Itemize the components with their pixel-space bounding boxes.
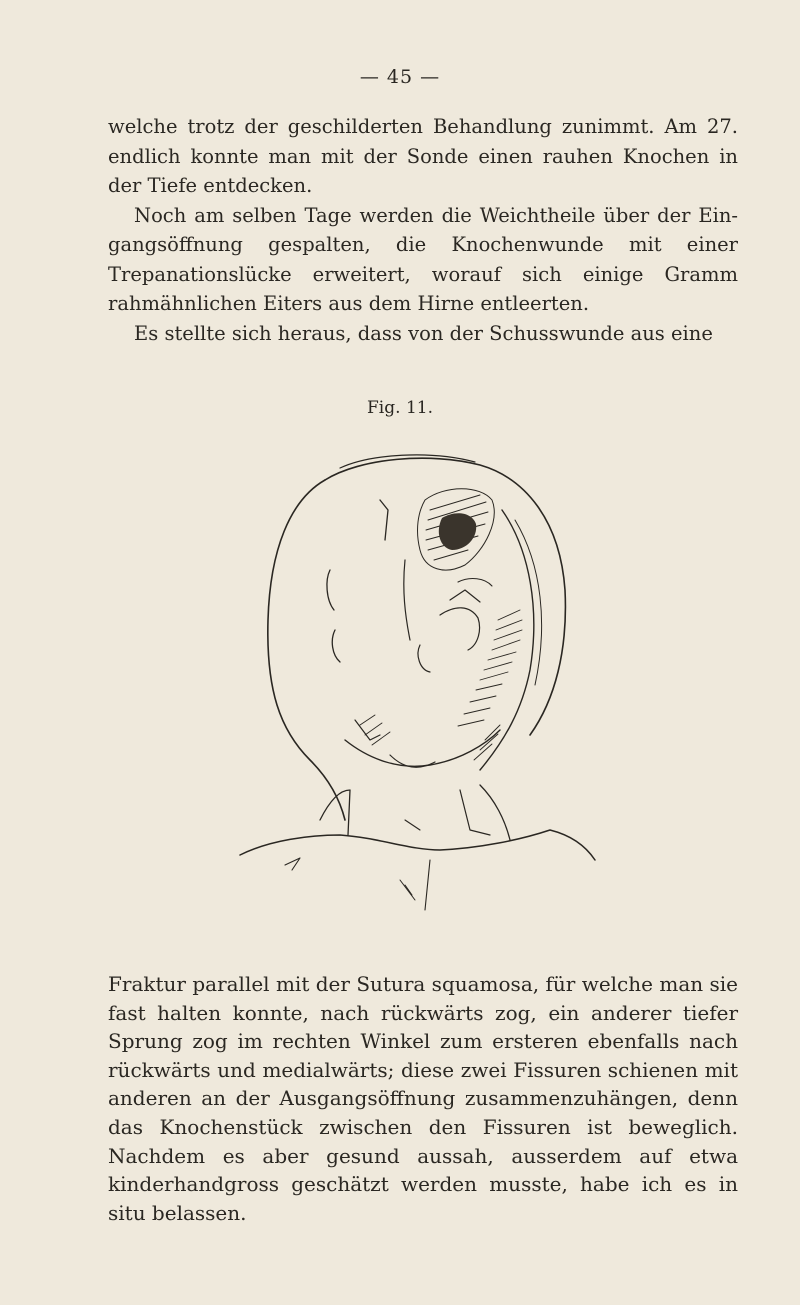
skull-drawing-icon: [230, 440, 600, 940]
text-block-top: [108, 112, 738, 348]
paragraph: Fraktur parallel mit der Sutura squamosa, für welche man sie fast halten konnte, nach rückwärts zog, ein anderer tiefer Sprung zog im rechten Winkel zum ersteren ebenfalls nach rückwärts und medialwärts; diese zwei Fissuren schienen mit anderen an der Ausgangsöffnung zusammenzuhängen, denn das Knochenstück zwischen den Fissuren ist beweglich. Nachdem es aber gesund aussah, ausserdem auf etwa kinderhandgross geschätzt werden musste, habe ich es in situ belassen.: [108, 972, 738, 1225]
paragraph: Es stellte sich heraus, dass von der Schusswunde aus eine: [134, 321, 713, 345]
paragraph: welche trotz der geschilderten Behandlung zunimmt. Am 27. endlich konnte man mit der Sonde einen rauhen Knochen in der Tiefe entdecken.: [108, 115, 738, 197]
paragraph: Noch am selben Tage werden die Weichtheile über der Eingangsöffnung gespalten, die Knochenwunde mit einer Trepanationslücke erweitert, worauf sich einige Gramm rahmähnlichen Eiters aus dem Hirne entleerten.: [108, 203, 738, 315]
figure-illustration: [230, 440, 600, 940]
page-number: — 45 —: [359, 66, 441, 88]
text-block-bottom: [108, 970, 738, 1227]
figure-caption: Fig. 11.: [367, 398, 433, 418]
